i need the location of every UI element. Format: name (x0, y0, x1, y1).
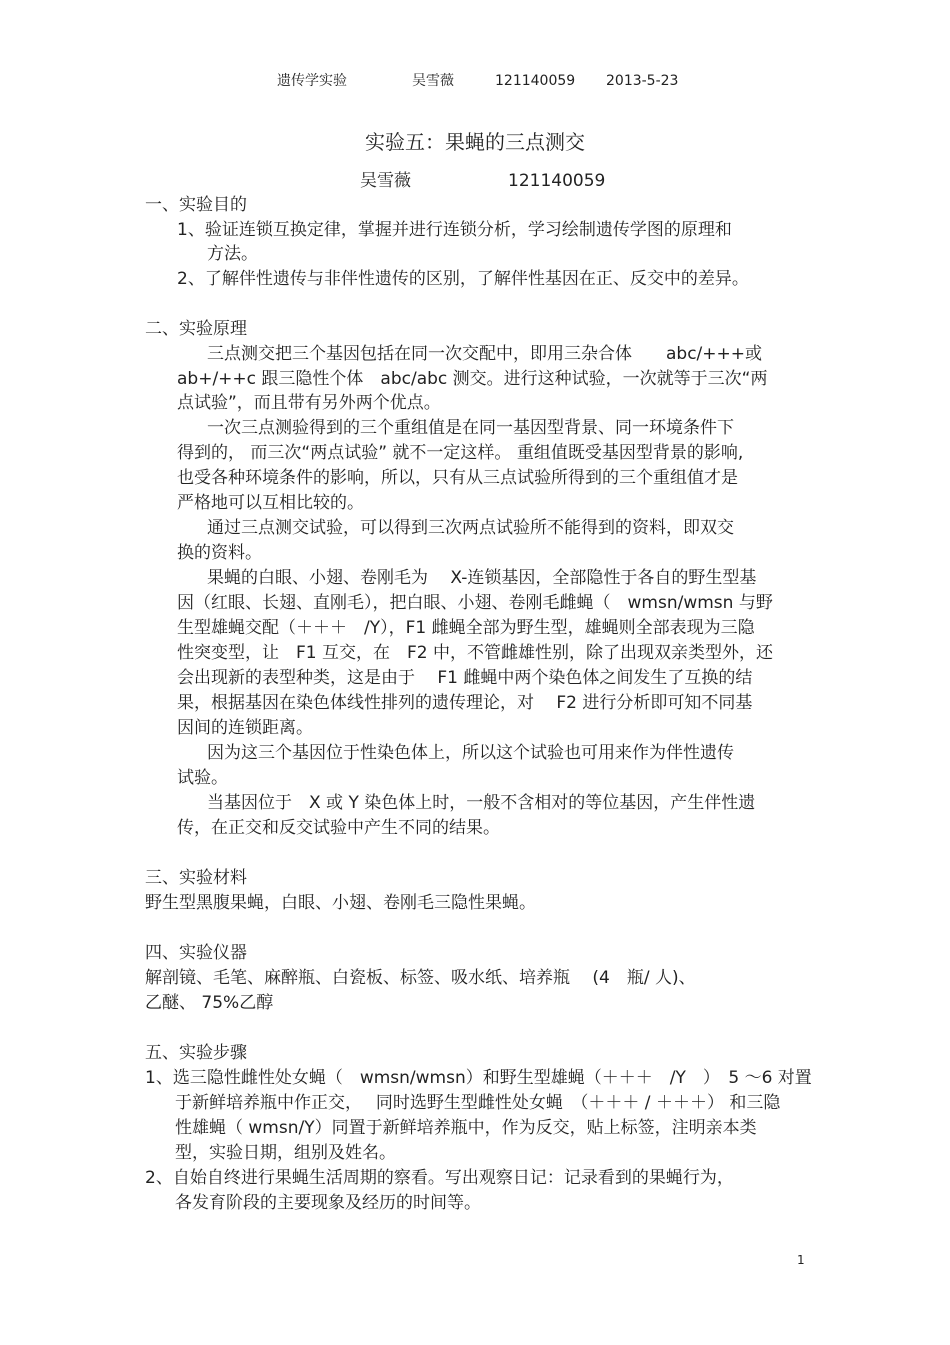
header-course: 遗传学实验 (277, 73, 347, 89)
header-student-id: 121140059 (495, 73, 576, 89)
section2-heading: 二、实验原理 (145, 319, 247, 339)
section5-line: 型，实验日期，组别及姓名。 (175, 1143, 396, 1163)
section2-line: 因间的连锁距离。 (177, 718, 313, 738)
section4-heading: 四、实验仪器 (145, 943, 247, 963)
author-student-id: 121140059 (508, 171, 606, 191)
section2-line: 果蝇的白眼、小翅、卷刚毛为 X-连锁基因，全部隐性于各自的野生型基 (207, 568, 757, 588)
header-name: 吴雪薇 (412, 73, 454, 89)
section4-line2: 乙醚、 75%乙醇 (145, 993, 274, 1013)
section5-line: 2、自始自终进行果蝇生活周期的察看。写出观察日记：记录看到的果蝇行为， (145, 1168, 734, 1188)
section1-item2: 2、了解伴性遗传与非伴性遗传的区别，了解伴性基因在正、反交中的差异。 (177, 269, 749, 289)
section2-line: 通过三点测交试验，可以得到三次两点试验所不能得到的资料，即双交 (207, 518, 734, 538)
section2-line: 生型雄蝇交配（＋＋＋ /Y），F1 雌蝇全部为野生型，雄蝇则全部表现为三隐 (177, 618, 755, 638)
section1-item1-line1: 1、验证连锁互换定律，掌握并进行连锁分析，学习绘制遗传学图的原理和 (177, 220, 732, 240)
section2-line: 得到的， 而三次“两点试验” 就不一定这样。 重组值既受基因型背景的影响, (177, 443, 744, 463)
section1-heading: 一、实验目的 (145, 195, 247, 215)
section2-line: 一次三点测验得到的三个重组值是在同一基因型背景、同一环境条件下 (207, 418, 734, 438)
section2-line: 点试验”，而且带有另外两个优点。 (177, 393, 441, 413)
section5-heading: 五、实验步骤 (145, 1043, 247, 1063)
section2-line: 因为这三个基因位于性染色体上，所以这个试验也可用来作为伴性遗传 (207, 743, 734, 763)
section2-line: 会出现新的表型种类，这是由于 F1 雌蝇中两个染色体之间发生了互换的结 (177, 668, 753, 688)
section2-line: 性突变型，让 F1 互交，在 F2 中，不管雌雄性别，除了出现双亲类型外，还 (177, 643, 773, 663)
section2-line: 也受各种环境条件的影响，所以，只有从三点试验所得到的三个重组值才是 (177, 468, 738, 488)
section2-line: ab+/++c 跟三隐性个体 abc/abc 测交。进行这种试验，一次就等于三次“两 (177, 369, 768, 389)
section2-line: 当基因位于 X 或 Y 染色体上时，一般不含相对的等位基因，产生伴性遗 (207, 793, 756, 813)
header-date: 2013-5-23 (606, 73, 679, 89)
section1-item1-line2: 方法。 (207, 244, 258, 264)
section3-text: 野生型黑腹果蝇，白眼、小翅、卷刚毛三隐性果蝇。 (145, 893, 536, 913)
section5-line: 性雄蝇（ wmsn/Y）同置于新鲜培养瓶中，作为反交，贴上标签，注明亲本类 (175, 1118, 757, 1138)
section2-line: 三点测交把三个基因包括在同一次交配中，即用三杂合体 abc/+++或 (207, 344, 763, 364)
section5-line: 1、选三隐性雌性处女蝇（ wmsn/wmsn）和野生型雄蝇（＋＋＋ /Y ） 5 ～6 对置 (145, 1068, 812, 1088)
section5-line: 于新鲜培养瓶中作正交， 同时选野生型雌性处女蝇 （＋＋＋ / ＋＋＋） 和三隐 (175, 1093, 781, 1113)
section5-line: 各发育阶段的主要现象及经历的时间等。 (175, 1193, 481, 1213)
section2-line: 换的资料。 (177, 543, 262, 563)
section2-line: 严格地可以互相比较的。 (177, 493, 364, 513)
section2-line: 因（红眼、长翅、直刚毛），把白眼、小翅、卷刚毛雌蝇（ wmsn/wmsn 与野 (177, 593, 773, 613)
page-number: 1 (797, 1253, 805, 1267)
section4-line1: 解剖镜、毛笔、麻醉瓶、白瓷板、标签、吸水纸、培养瓶 (4 瓶/ 人)、 (145, 968, 696, 988)
author-name: 吴雪薇 (360, 171, 411, 191)
section2-line: 果，根据基因在染色体线性排列的遗传理论，对 F2 进行分析即可知不同基 (177, 693, 753, 713)
section3-heading: 三、实验材料 (145, 868, 247, 888)
section2-line: 传，在正交和反交试验中产生不同的结果。 (177, 818, 500, 838)
page-title: 实验五：果蝇的三点测交 (365, 130, 585, 154)
section2-line: 试验。 (177, 768, 228, 788)
